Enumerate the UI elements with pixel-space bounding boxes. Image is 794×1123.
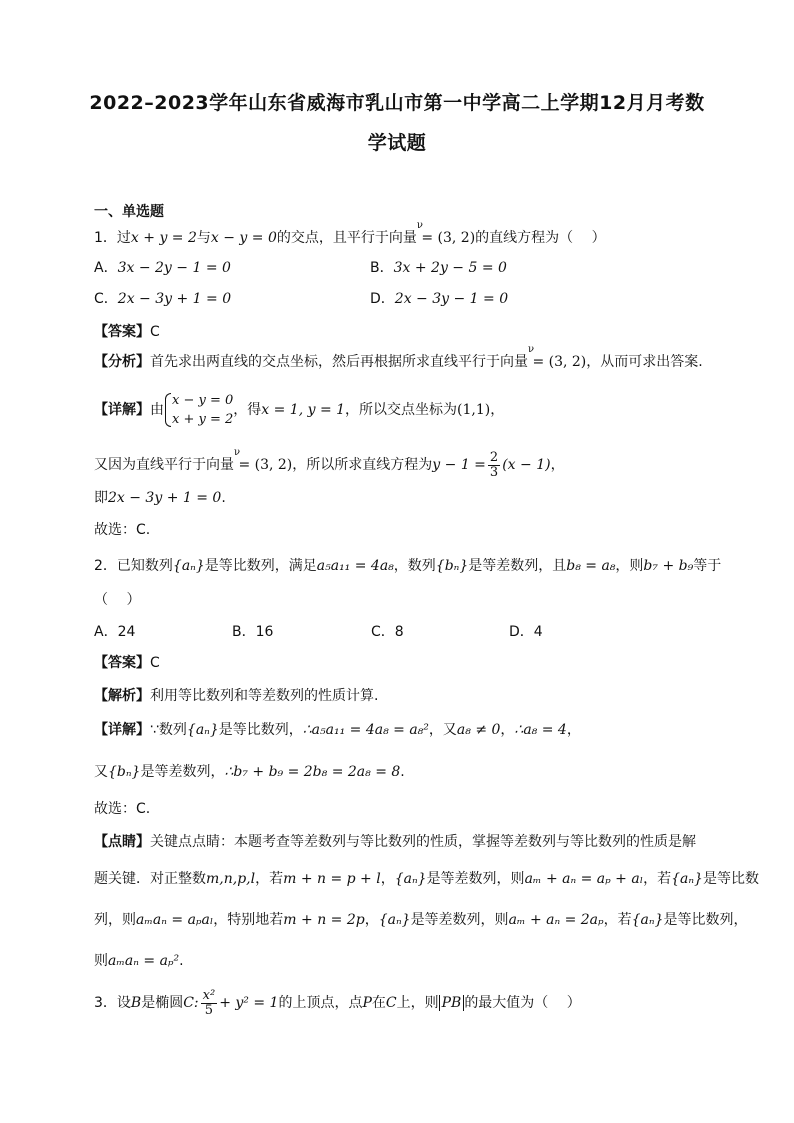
q1-choice: 故选：C. — [94, 522, 151, 538]
section-heading: 一、单选题 — [94, 204, 164, 220]
detail-cond: a₈ ≠ 0 — [456, 722, 501, 738]
q1-eq2: x − y = 0 — [210, 230, 277, 246]
q2-option-a[interactable]: A．24 — [94, 624, 136, 640]
q1-detail-line3 — [94, 488, 226, 508]
q2-cond2: b₈ = a₈ — [566, 558, 616, 574]
seq-a: {aₙ} — [172, 558, 205, 574]
tip-math: m + n = 2p — [283, 912, 365, 928]
detail-text: ，所以交点坐标为 — [345, 402, 458, 418]
q1-option-b[interactable] — [370, 258, 507, 278]
fraction — [201, 989, 218, 1018]
q3-text: 的最大值为（ ） — [464, 995, 581, 1011]
detail-text: . — [400, 764, 405, 780]
q2-tip-line2 — [94, 869, 759, 889]
tip-math: {aₙ} — [631, 912, 664, 928]
ellipse-c: C: — [183, 995, 199, 1011]
answer-tag: 【答案】 — [94, 324, 150, 340]
opt-eq: 3x + 2y − 5 = 0 — [393, 260, 507, 276]
parse-tag: 【解析】 — [94, 688, 150, 704]
q2-paren: （ ） — [94, 592, 141, 608]
analysis-vec: = (3, 2) — [532, 354, 587, 370]
seq-a: {aₙ} — [186, 722, 219, 738]
doc-title-line1: 2022–2023学年山东省威海市乳山市第一中学高二上学期12月月考数 — [89, 92, 705, 114]
tip-text: ，特别地若 — [213, 912, 284, 928]
q1-detail — [94, 390, 504, 430]
q2-number: 2．已知数列 — [94, 558, 173, 574]
analysis-text: 首先求出两直线的交点坐标，然后再根据所求直线平行于向量 — [150, 354, 528, 370]
detail-text: 是等差数列， — [140, 764, 225, 780]
system-eq1: x − y = 0 — [172, 393, 234, 408]
detail-text: 由 — [150, 402, 164, 418]
analysis-tail: ，从而可求出答案. — [586, 354, 703, 370]
tip-math: {aₙ} — [671, 871, 703, 887]
line-eq-right: (x − 1) — [502, 457, 551, 473]
tip-math: aₘaₙ = aₚ² — [108, 953, 180, 969]
tip-math: aₘaₙ = aₚaₗ — [136, 912, 214, 928]
q1-text2: 的交点，且平行于向量 — [276, 230, 417, 246]
fraction-numerator: 2 — [489, 449, 499, 465]
tip-math: aₘ + aₙ = aₚ + aₗ — [524, 871, 644, 887]
opt-label: D． — [370, 291, 395, 307]
final-equation: 2x − 3y + 1 = 0 — [108, 490, 222, 506]
q1-option-d[interactable] — [370, 289, 508, 309]
detail-text: 又 — [94, 764, 108, 780]
q2-text: 等于 — [693, 558, 722, 574]
vector-v — [234, 448, 238, 482]
question-1 — [94, 228, 606, 248]
tip-text: 是等比数列， — [663, 912, 748, 928]
tip-text: ，若 — [603, 912, 632, 928]
q1-analysis — [94, 352, 703, 372]
detail-text: . — [221, 490, 226, 506]
opt-label: A． — [94, 260, 118, 276]
q2-text: 是等比数列，满足 — [204, 558, 317, 574]
vector-v — [417, 228, 421, 248]
q1-number: 1．过 — [94, 230, 131, 246]
q1-option-c[interactable] — [94, 289, 231, 309]
detail-text: 又因为直线平行于向量 — [94, 457, 234, 473]
tip-math: m + n = p + l — [283, 871, 381, 887]
parse-text: 利用等比数列和等差数列的性质计算. — [150, 688, 379, 704]
q1-tail: 的直线方程为（ ） — [475, 230, 606, 246]
q3-text: 的上顶点，点 — [278, 995, 363, 1011]
question-2 — [94, 556, 721, 576]
analysis-tag: 【分析】 — [94, 354, 150, 370]
q2-cond1: a₅a₁₁ = 4a₈ — [316, 558, 394, 574]
q2-text: ，数列 — [393, 558, 436, 574]
tip-text: ， — [380, 871, 395, 887]
fraction-numerator: x² — [202, 987, 216, 1003]
q2-tip-line3 — [94, 910, 747, 930]
point-p: P — [362, 995, 372, 1011]
opt-eq: 2x − 3y + 1 = 0 — [117, 291, 232, 307]
q1-text: 与 — [196, 230, 211, 246]
opt-label: C． — [94, 291, 118, 307]
equation-system — [164, 391, 233, 429]
detail-text: 即 — [94, 490, 108, 506]
q3-number: 3．设 — [94, 995, 131, 1011]
tip-text: 是等差数列，则 — [410, 912, 509, 928]
tip-math: m,n,p,l — [206, 871, 256, 887]
detail-text: ， — [566, 722, 581, 738]
detail-vec: = (3, 2) — [238, 457, 293, 473]
q1-eq1: x + y = 2 — [130, 230, 197, 246]
q3-text: 上，则 — [396, 995, 439, 1011]
q1-answer — [94, 322, 160, 342]
q2-tip-line1 — [94, 832, 696, 852]
tip-tag: 【点睛】 — [94, 834, 150, 850]
q2-choice: 故选：C. — [94, 801, 151, 817]
question-3 — [94, 985, 581, 1021]
opt-eq: 3x − 2y − 1 = 0 — [117, 260, 231, 276]
tip-text: 则 — [94, 953, 108, 969]
tip-math: aₘ + aₙ = 2aₚ — [508, 912, 604, 928]
tip-text: 关键点点睛：本题考查等差数列与等比数列的性质，掌握等差数列与等比数列的性质是解 — [150, 834, 696, 850]
q2-option-b[interactable]: B．16 — [232, 624, 274, 640]
detail-text: ，又 — [428, 722, 457, 738]
tip-text: . — [179, 953, 184, 969]
fraction — [488, 451, 500, 480]
q3-text: 是椭圆 — [141, 995, 184, 1011]
vector-v — [528, 352, 532, 372]
detail-tag: 【详解】 — [94, 402, 150, 418]
detail-text: ，所以所求直线方程为 — [292, 457, 433, 473]
q2-option-d[interactable]: D．4 — [509, 624, 543, 640]
q2-detail-line2 — [94, 762, 405, 782]
tip-math: {aₙ} — [378, 912, 411, 928]
q3-text: 在 — [371, 995, 386, 1011]
detail-eq: ∴a₅a₁₁ = 4a₈ = a₈² — [302, 722, 429, 738]
q2-ask: b₇ + b₉ — [643, 558, 694, 574]
tip-text: 是等比数 — [702, 871, 759, 887]
detail-text: ， — [500, 722, 515, 738]
tip-text: ，若 — [643, 871, 672, 887]
q1-detail-line2 — [94, 448, 565, 482]
tip-text: 是等差数列，则 — [426, 871, 525, 887]
detail-text: ，得 — [233, 402, 262, 418]
q1-vec-value: = (3, 2) — [421, 230, 476, 246]
tip-text: 列，则 — [94, 912, 136, 928]
opt-label: B． — [370, 260, 394, 276]
intersection-point: (1,1) — [457, 402, 491, 418]
tip-math: {aₙ} — [394, 871, 427, 887]
q2-detail — [94, 720, 581, 740]
detail-text: ， — [550, 457, 565, 473]
fraction-denominator: 5 — [204, 1002, 214, 1018]
detail-eq: ∴b₇ + b₉ = 2b₈ = 2a₈ = 8 — [224, 764, 401, 780]
q2-option-c[interactable]: C．8 — [371, 624, 404, 640]
detail-text: ∵数列 — [150, 722, 187, 738]
answer-value: C — [150, 324, 160, 340]
tip-text: ， — [364, 912, 379, 928]
q2-parse — [94, 686, 378, 706]
answer-tag: 【答案】 — [94, 655, 150, 671]
ellipse-eq: + y² = 1 — [219, 995, 279, 1011]
detail-result: ∴a₈ = 4 — [514, 722, 567, 738]
distance-pb: PB — [439, 995, 465, 1011]
tip-text: ，若 — [255, 871, 284, 887]
q2-tip-line4 — [94, 951, 184, 971]
line-eq-left: y − 1 = — [432, 457, 486, 473]
detail-solution: x = 1, y = 1 — [261, 402, 346, 418]
answer-value: C — [150, 655, 160, 671]
tip-text: 题关键．对正整数 — [94, 871, 206, 887]
point-b: B — [130, 995, 142, 1011]
detail-tag: 【详解】 — [94, 722, 150, 738]
ellipse-c: C — [385, 995, 397, 1011]
seq-b: {bₙ} — [108, 764, 141, 780]
detail-text: 是等比数列， — [218, 722, 303, 738]
q2-text: 是等差数列，且 — [468, 558, 567, 574]
system-eq2: x + y = 2 — [172, 412, 234, 427]
q2-text: ，则 — [615, 558, 644, 574]
q1-option-a[interactable] — [94, 258, 231, 278]
doc-title-line2: 学试题 — [367, 132, 427, 154]
detail-text: ， — [490, 402, 505, 418]
seq-b: {bₙ} — [435, 558, 469, 574]
fraction-denominator: 3 — [489, 464, 499, 480]
opt-eq: 2x − 3y − 1 = 0 — [394, 291, 509, 307]
q2-answer — [94, 653, 160, 673]
